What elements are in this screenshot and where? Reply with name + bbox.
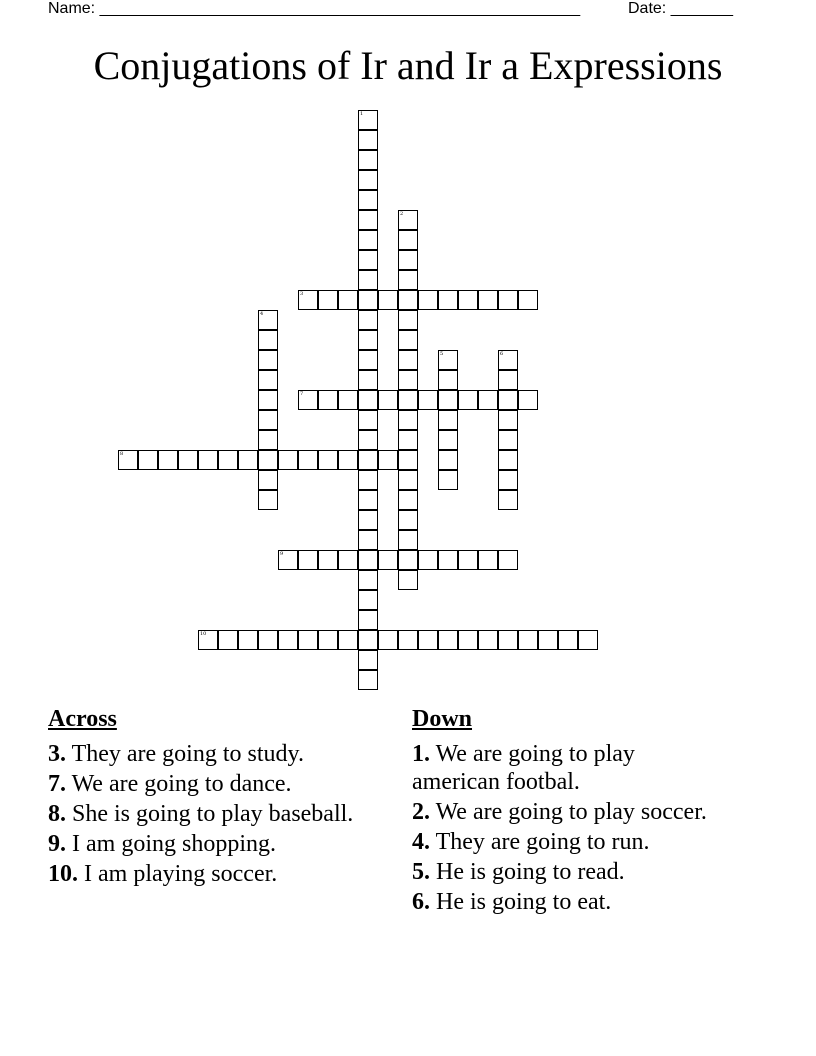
grid-cell[interactable] [518, 630, 538, 650]
grid-cell[interactable] [358, 550, 378, 570]
grid-cell[interactable] [458, 550, 478, 570]
cell-number: 5 [440, 351, 444, 357]
across-clue [48, 800, 378, 828]
grid-cell[interactable] [498, 450, 518, 470]
date-field-label: Date: _______ [628, 0, 733, 17]
grid-cell[interactable] [398, 330, 418, 350]
grid-cell[interactable] [218, 630, 238, 650]
down-clue [412, 798, 722, 826]
cell-number: 6 [500, 351, 504, 357]
grid-cell[interactable] [438, 470, 458, 490]
grid-cell[interactable] [358, 610, 378, 630]
grid-cell[interactable] [298, 450, 318, 470]
grid-cell[interactable] [258, 470, 278, 490]
grid-cell[interactable] [358, 190, 378, 210]
grid-cell[interactable] [258, 630, 278, 650]
grid-cell[interactable] [398, 230, 418, 250]
grid-cell[interactable] [358, 110, 378, 130]
grid-cell[interactable] [138, 450, 158, 470]
clue-text: She is going to play baseball. [66, 801, 354, 827]
grid-cell[interactable] [198, 450, 218, 470]
grid-cell[interactable] [358, 410, 378, 430]
clue-text: We are going to play american footbal. [412, 741, 635, 795]
grid-cell[interactable] [518, 390, 538, 410]
grid-cell[interactable] [358, 670, 378, 690]
grid-cell[interactable] [338, 630, 358, 650]
grid-cell[interactable] [558, 630, 578, 650]
clue-number: 6. [412, 889, 430, 915]
grid-cell[interactable] [358, 630, 378, 650]
grid-cell[interactable] [358, 290, 378, 310]
grid-cell[interactable] [458, 390, 478, 410]
grid-cell[interactable] [358, 650, 378, 670]
grid-cell[interactable] [258, 430, 278, 450]
grid-cell[interactable] [418, 390, 438, 410]
grid-cell[interactable] [458, 630, 478, 650]
clue-number: 8. [48, 801, 66, 827]
grid-cell[interactable] [418, 550, 438, 570]
grid-cell[interactable] [358, 150, 378, 170]
across-clue [48, 740, 378, 768]
grid-cell[interactable] [438, 290, 458, 310]
grid-cell[interactable] [438, 430, 458, 450]
grid-cell[interactable] [218, 450, 238, 470]
grid-cell[interactable] [498, 370, 518, 390]
grid-cell[interactable] [318, 630, 338, 650]
grid-cell[interactable] [438, 410, 458, 430]
clue-number: 1. [412, 741, 430, 767]
grid-cell[interactable] [418, 630, 438, 650]
grid-cell[interactable] [438, 630, 458, 650]
grid-cell[interactable] [258, 390, 278, 410]
clue-text: They are going to study. [66, 741, 304, 767]
grid-cell[interactable] [378, 450, 398, 470]
grid-cell[interactable] [438, 390, 458, 410]
grid-cell[interactable] [258, 330, 278, 350]
grid-cell[interactable] [498, 350, 518, 370]
grid-cell[interactable] [498, 550, 518, 570]
grid-cell[interactable] [278, 450, 298, 470]
grid-cell[interactable] [258, 310, 278, 330]
grid-cell[interactable] [358, 510, 378, 530]
grid-cell[interactable] [578, 630, 598, 650]
grid-cell[interactable] [398, 470, 418, 490]
grid-cell[interactable] [198, 630, 218, 650]
grid-cell[interactable] [298, 390, 318, 410]
clue-number: 4. [412, 829, 430, 855]
down-clues [412, 704, 722, 918]
grid-cell[interactable] [498, 390, 518, 410]
grid-cell[interactable] [358, 330, 378, 350]
grid-cell[interactable] [258, 410, 278, 430]
cell-number: 8 [120, 451, 124, 457]
grid-cell[interactable] [358, 450, 378, 470]
grid-cell[interactable] [158, 450, 178, 470]
down-clue [412, 828, 722, 856]
clue-number: 2. [412, 799, 430, 825]
down-clue [412, 858, 722, 886]
across-heading: Across [48, 706, 117, 732]
across-clues [48, 704, 378, 890]
across-clue [48, 830, 378, 858]
grid-cell[interactable] [338, 390, 358, 410]
grid-cell[interactable] [378, 390, 398, 410]
clue-text: They are going to run. [430, 829, 650, 855]
grid-cell[interactable] [538, 630, 558, 650]
grid-cell[interactable] [518, 290, 538, 310]
grid-cell[interactable] [238, 630, 258, 650]
clue-number: 10. [48, 861, 78, 887]
grid-cell[interactable] [298, 290, 318, 310]
grid-cell[interactable] [358, 490, 378, 510]
grid-cell[interactable] [358, 370, 378, 390]
grid-cell[interactable] [258, 450, 278, 470]
clue-number: 5. [412, 859, 430, 885]
down-clue [412, 740, 722, 796]
grid-cell[interactable] [358, 230, 378, 250]
grid-cell[interactable] [498, 410, 518, 430]
clue-text: We are going to dance. [66, 771, 292, 797]
grid-cell[interactable] [398, 570, 418, 590]
clue-text: He is going to eat. [430, 889, 612, 915]
clue-text: We are going to play soccer. [430, 799, 707, 825]
grid-cell[interactable] [258, 370, 278, 390]
grid-cell[interactable] [398, 510, 418, 530]
cell-number: 9 [280, 551, 284, 557]
grid-cell[interactable] [358, 350, 378, 370]
grid-cell[interactable] [478, 630, 498, 650]
page-title: Conjugations of Ir and Ir a Expressions [93, 43, 723, 88]
grid-cell[interactable] [398, 530, 418, 550]
grid-cell[interactable] [498, 290, 518, 310]
cell-number: 3 [300, 291, 304, 297]
grid-cell[interactable] [118, 450, 138, 470]
clue-text: I am playing soccer. [78, 861, 278, 887]
grid-cell[interactable] [398, 370, 418, 390]
grid-cell[interactable] [178, 450, 198, 470]
grid-cell[interactable] [338, 290, 358, 310]
grid-cell[interactable] [478, 390, 498, 410]
grid-cell[interactable] [358, 530, 378, 550]
grid-cell[interactable] [398, 490, 418, 510]
grid-cell[interactable] [498, 470, 518, 490]
grid-cell[interactable] [478, 550, 498, 570]
grid-cell[interactable] [278, 630, 298, 650]
clue-number: 9. [48, 831, 66, 857]
grid-cell[interactable] [258, 490, 278, 510]
grid-cell[interactable] [398, 390, 418, 410]
grid-cell[interactable] [458, 290, 478, 310]
grid-cell[interactable] [318, 290, 338, 310]
grid-cell[interactable] [238, 450, 258, 470]
grid-cell[interactable] [498, 630, 518, 650]
grid-cell[interactable] [498, 490, 518, 510]
grid-cell[interactable] [438, 350, 458, 370]
name-field-label: Name: ______________________________________________________ [48, 0, 581, 17]
down-clue [412, 888, 722, 916]
grid-cell[interactable] [438, 370, 458, 390]
grid-cell[interactable] [398, 250, 418, 270]
clue-text: I am going shopping. [66, 831, 276, 857]
clue-number: 3. [48, 741, 66, 767]
grid-cell[interactable] [298, 550, 318, 570]
grid-cell[interactable] [358, 570, 378, 590]
grid-cell[interactable] [358, 250, 378, 270]
grid-cell[interactable] [378, 630, 398, 650]
cell-number: 4 [260, 311, 264, 317]
across-clue [48, 860, 378, 888]
down-heading: Down [412, 706, 473, 732]
grid-cell[interactable] [378, 550, 398, 570]
grid-cell[interactable] [418, 290, 438, 310]
grid-cell[interactable] [398, 270, 418, 290]
grid-cell[interactable] [358, 310, 378, 330]
grid-cell[interactable] [338, 550, 358, 570]
grid-cell[interactable] [398, 290, 418, 310]
grid-cell[interactable] [278, 550, 298, 570]
grid-cell[interactable] [398, 450, 418, 470]
across-clue [48, 770, 378, 798]
grid-cell[interactable] [478, 290, 498, 310]
grid-cell[interactable] [438, 550, 458, 570]
grid-cell[interactable] [318, 450, 338, 470]
grid-cell[interactable] [498, 430, 518, 450]
grid-cell[interactable] [258, 350, 278, 370]
grid-cell[interactable] [358, 430, 378, 450]
cell-number: 1 [360, 111, 364, 117]
clue-text: He is going to read. [430, 859, 625, 885]
grid-cell[interactable] [398, 350, 418, 370]
cell-number: 7 [300, 391, 304, 397]
grid-cell[interactable] [378, 290, 398, 310]
grid-cell[interactable] [358, 170, 378, 190]
cell-number: 2 [400, 211, 404, 217]
grid-cell[interactable] [318, 390, 338, 410]
grid-cell[interactable] [398, 550, 418, 570]
cell-number: 10 [200, 631, 207, 637]
grid-cell[interactable] [358, 270, 378, 290]
grid-cell[interactable] [398, 630, 418, 650]
grid-cell[interactable] [358, 590, 378, 610]
grid-cell[interactable] [318, 550, 338, 570]
grid-cell[interactable] [358, 210, 378, 230]
grid-cell[interactable] [438, 450, 458, 470]
grid-cell[interactable] [338, 450, 358, 470]
grid-cell[interactable] [298, 630, 318, 650]
clue-number: 7. [48, 771, 66, 797]
grid-cell[interactable] [358, 130, 378, 150]
grid-cell[interactable] [358, 470, 378, 490]
grid-cell[interactable] [398, 310, 418, 330]
grid-cell[interactable] [398, 210, 418, 230]
grid-cell[interactable] [398, 410, 418, 430]
grid-cell[interactable] [398, 430, 418, 450]
grid-cell[interactable] [358, 390, 378, 410]
